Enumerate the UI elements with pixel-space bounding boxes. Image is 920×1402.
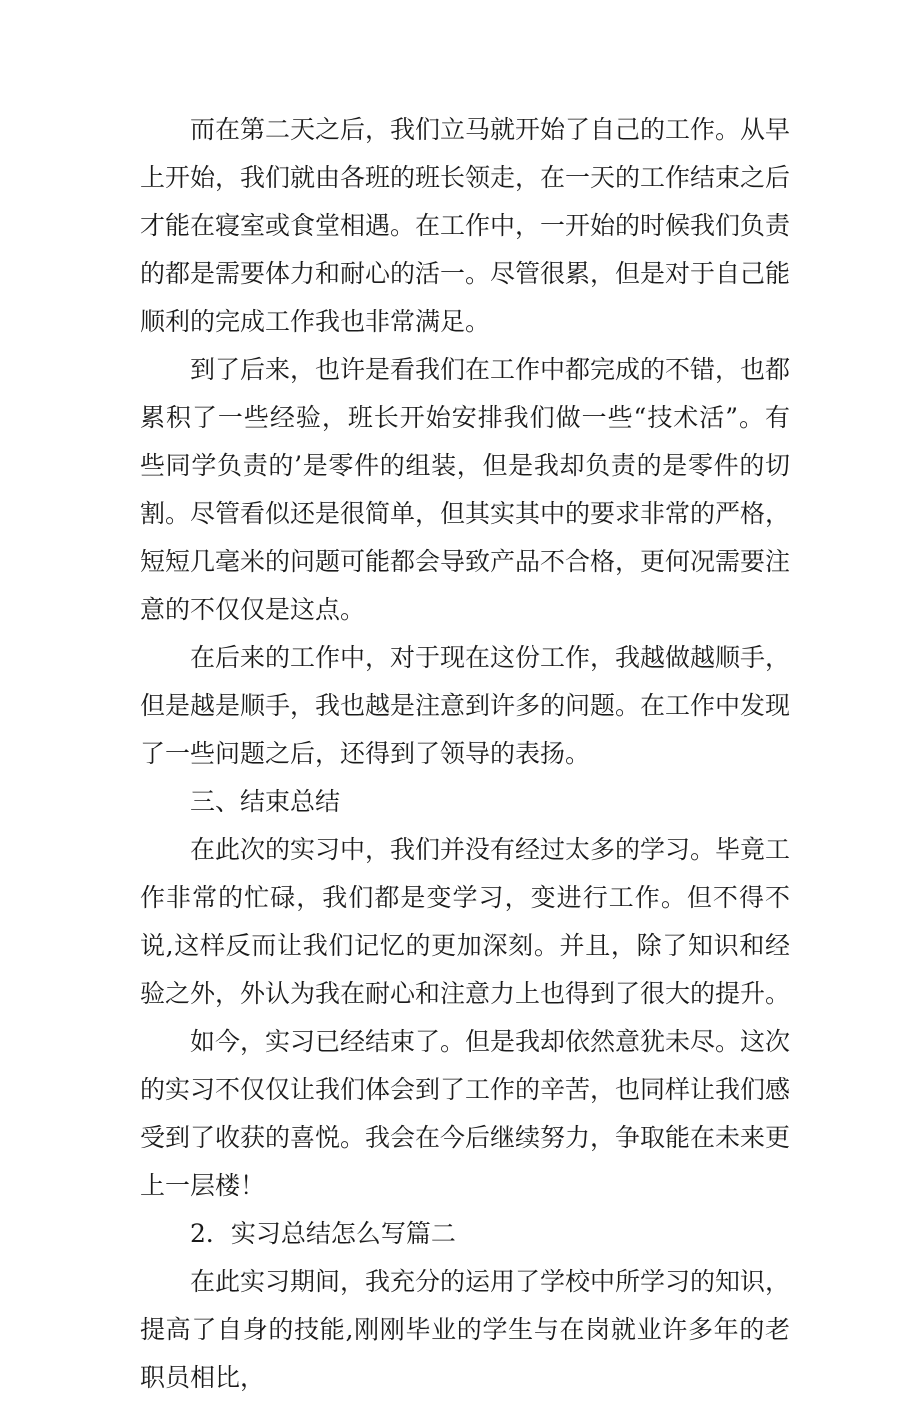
paragraph-internship-skills: 在此实习期间，我充分的运用了学校中所学习的知识，提高了自身的技能,刚刚毕业的学生与在岗就业许多年的老职员相比， (140, 1267, 791, 1392)
paragraph-internship-learning: 在此次的实习中，我们并没有经过太多的学习。毕竟工作非常的忙碌，我们都是变学习，变进行工作。但不得不说,这样反而让我们记忆的更加深刻。并且，除了知识和经验之外，外认为我在耐心和注意力上也得到了很大的提升。 (140, 835, 791, 1008)
paragraph-technical-work: 到了后来，也许是看我们在工作中都完成的不错，也都累积了一些经验，班长开始安排我们做一些“技术活”。有些同学负责的’是零件的组装，但是我却负责的是零件的切割。尽管看似还是很简单，但其实其中的要求非常的严格，短短几毫米的问题可能都会导致产品不合格，更何况需要注意的不仅仅是这点。 (140, 355, 791, 624)
paragraph-first-day-work: 而在第二天之后，我们立马就开始了自己的工作。从早上开始，我们就由各班的班长领走，在一天的工作结束之后才能在寝室或食堂相遇。在工作中，一开始的时候我们负责的都是需要体力和耐心的活一。尽管很累，但是对于自己能顺利的完成工作我也非常满足。 (140, 115, 791, 336)
section-heading-summary: 三、结束总结 (190, 787, 341, 816)
document-body (140, 106, 790, 1402)
paragraph-internship-end: 如今，实习已经结束了。但是我却依然意犹未尽。这次的实习不仅仅让我们体会到了工作的辛苦，也同样让我们感受到了收获的喜悦。我会在今后继续努力，争取能在未来更上一层楼！ (140, 1027, 791, 1200)
article-heading-part-two: 2．实习总结怎么写篇二 (190, 1219, 456, 1248)
paragraph-later-work: 在后来的工作中，对于现在这份工作，我越做越顺手，但是越是顺手，我也越是注意到许多的问题。在工作中发现了一些问题之后，还得到了领导的表扬。 (140, 643, 791, 768)
